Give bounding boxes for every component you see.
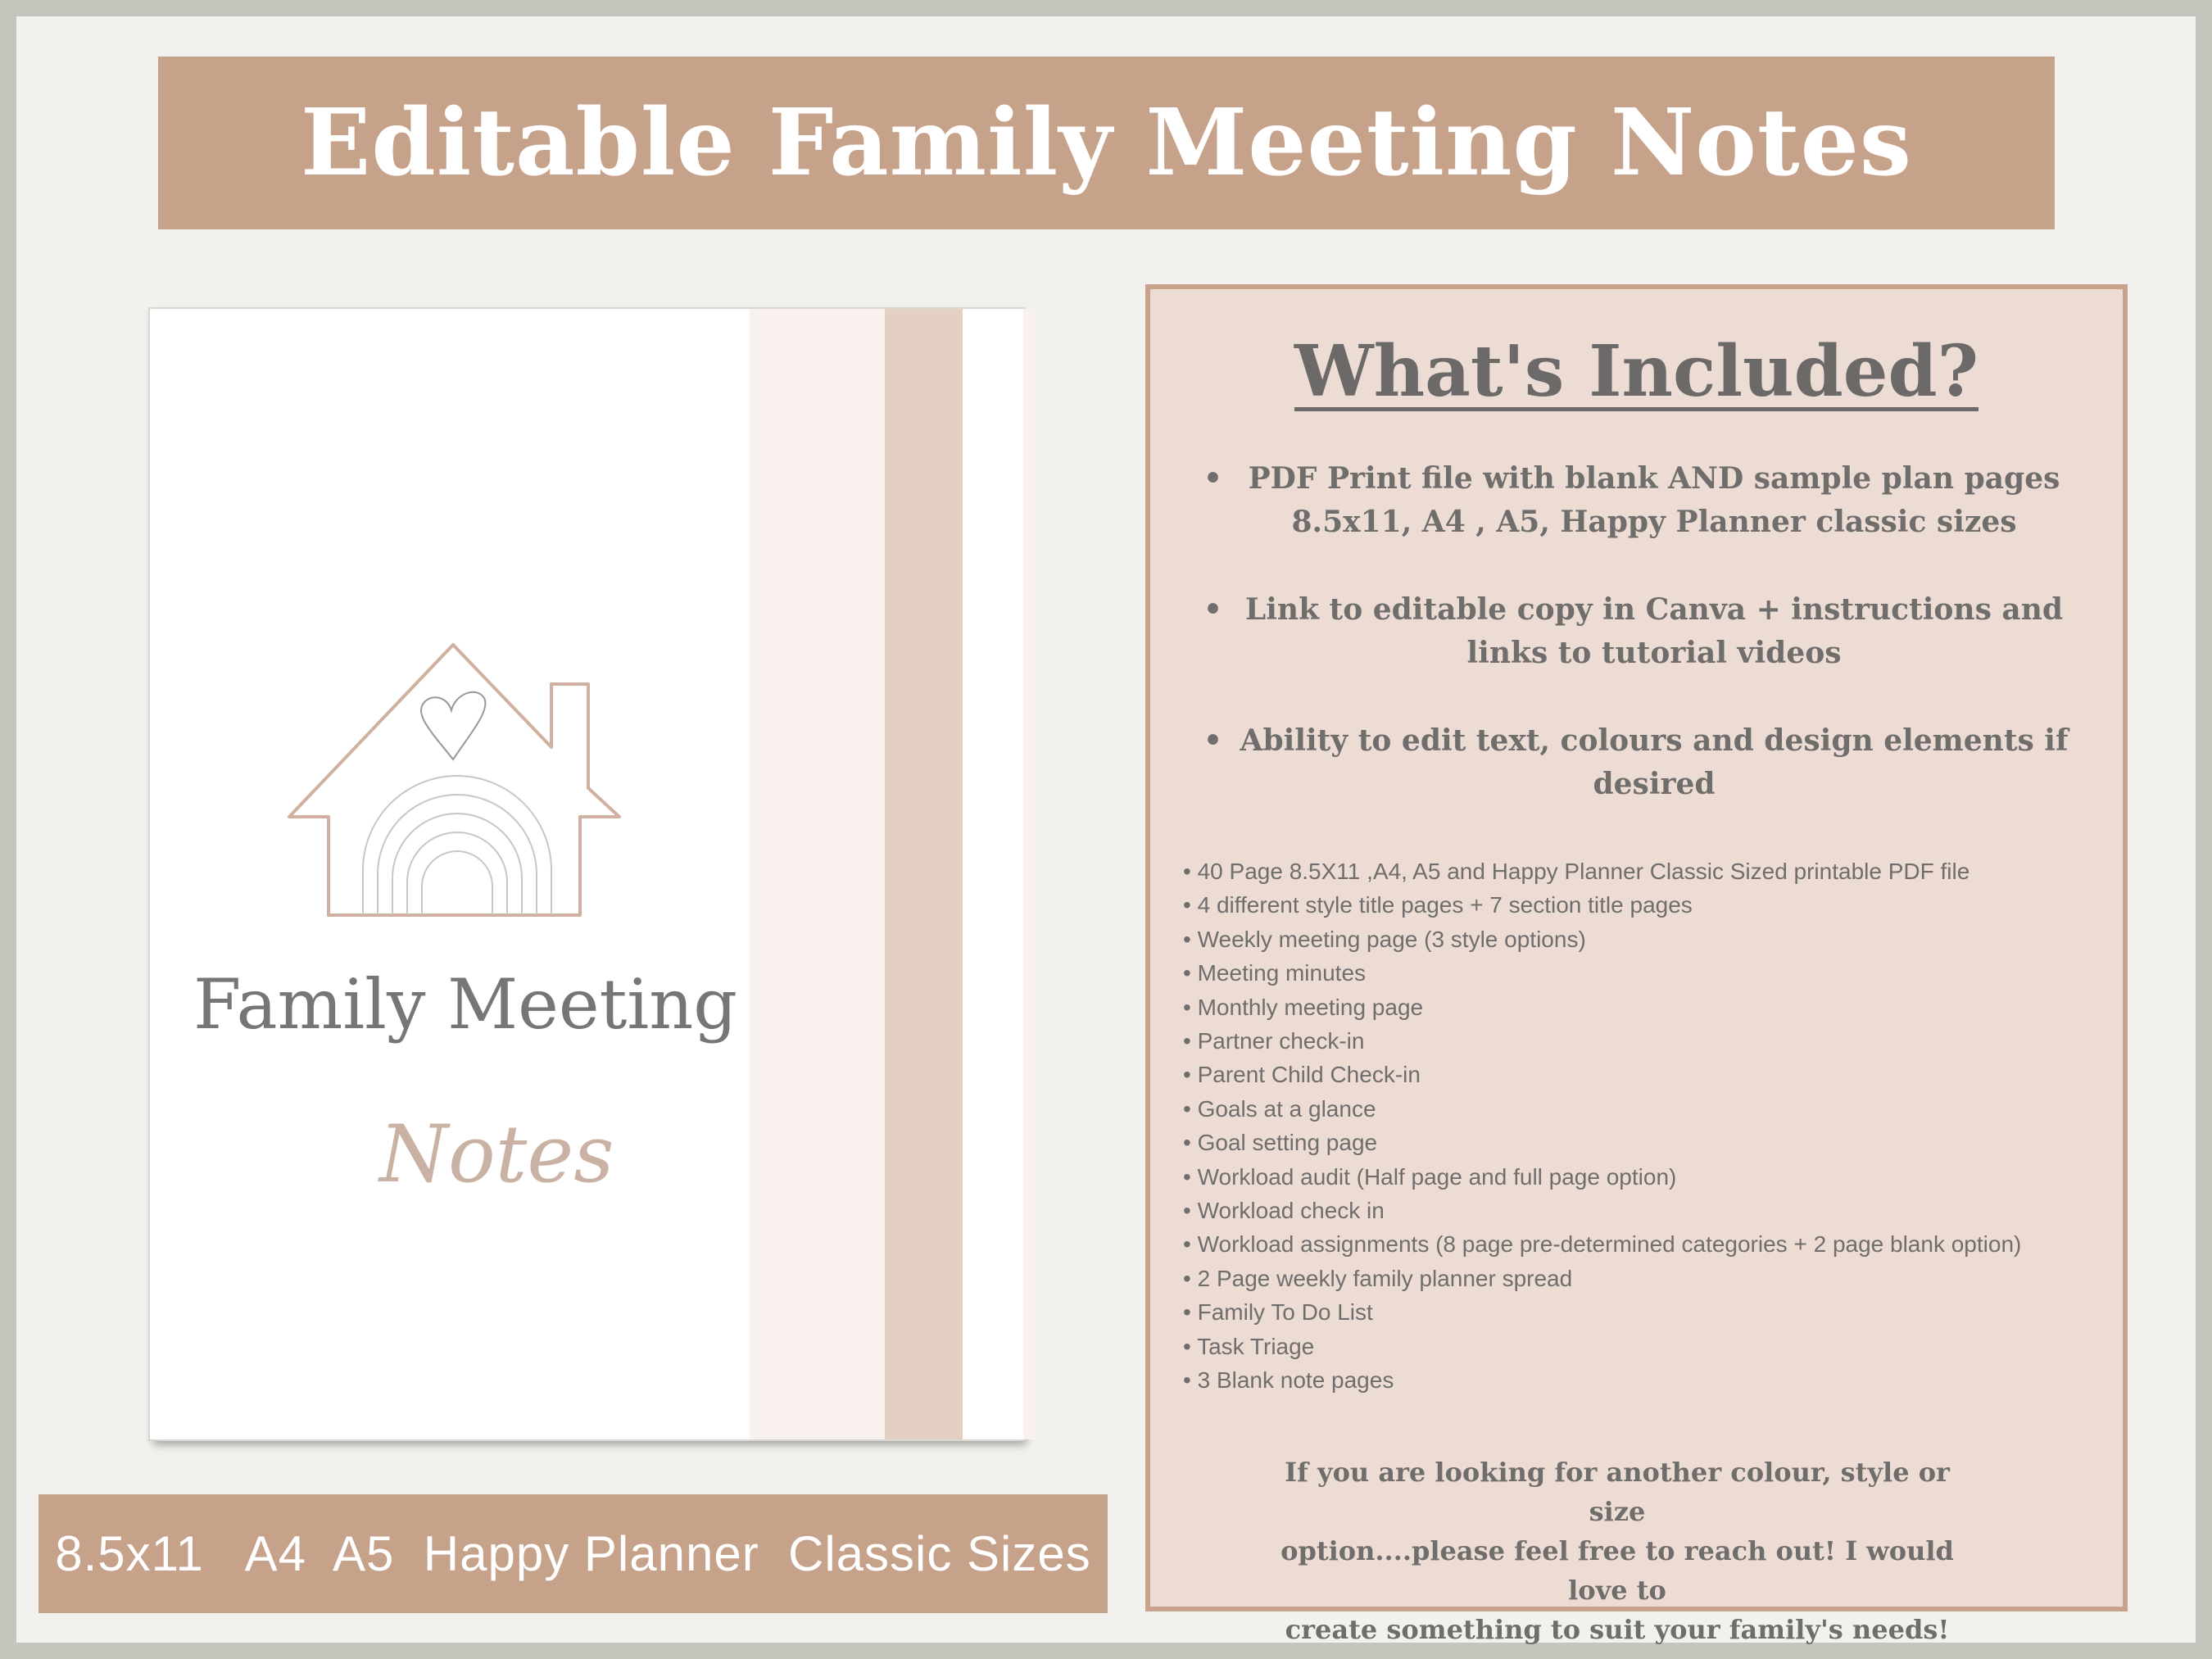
list-item: • Meeting minutes bbox=[1183, 956, 2125, 990]
list-item: • 40 Page 8.5X11 ,A4, A5 and Happy Planner Classic Sized printable PDF file bbox=[1183, 854, 2125, 888]
list-item: • Workload check in bbox=[1183, 1194, 2125, 1227]
list-item: • Goal setting page bbox=[1183, 1126, 2125, 1159]
list-item: • Workload assignments (8 page pre-determined categories + 2 page blank option) bbox=[1183, 1227, 2125, 1261]
rainbow-icon bbox=[363, 776, 551, 915]
cover-script bbox=[371, 1091, 614, 1222]
list-item: • Ability to edit text, colours and design elements if desired bbox=[1203, 723, 2069, 801]
detail-list bbox=[1183, 854, 2125, 1398]
list-item: • Link to editable copy in Canva + instructions and links to tutorial videos bbox=[1203, 592, 2064, 670]
list-item: • Monthly meeting page bbox=[1183, 990, 2125, 1024]
svg-text:Notes: Notes bbox=[379, 1108, 614, 1200]
list-item: • Weekly meeting page (3 style options) bbox=[1183, 922, 2125, 956]
list-item: • Family To Do List bbox=[1183, 1295, 2125, 1329]
list-item: • 2 Page weekly family planner spread bbox=[1183, 1262, 2125, 1295]
included-panel bbox=[1145, 284, 2128, 1645]
cover-stripe-white bbox=[963, 309, 1023, 1439]
list-item: • Parent Child Check-in bbox=[1183, 1058, 2125, 1091]
list-item: • Task Triage bbox=[1183, 1330, 2125, 1363]
list-item: • 4 different style title pages + 7 section title pages bbox=[1183, 888, 2125, 922]
list-item: • Goals at a glance bbox=[1183, 1092, 2125, 1126]
sizes-banner bbox=[39, 1494, 1108, 1613]
cover-title: Family Meeting bbox=[193, 964, 738, 1045]
list-item: • PDF Print file with blank AND sample plan pages 8.5x11, A4 , A5, Happy Planner classic sizes bbox=[1203, 461, 2060, 539]
included-heading: What's Included? bbox=[1294, 330, 1979, 413]
contact-note: If you are looking for another colour, style or size option....please feel free to reach out! I would love to create something to suit your family's needs! bbox=[1281, 1457, 1954, 1645]
cover-stripe-dark bbox=[885, 309, 963, 1439]
cover-preview bbox=[150, 309, 1023, 1439]
list-item: • Workload audit (Half page and full page option) bbox=[1183, 1160, 2125, 1194]
page-title: Editable Family Meeting Notes bbox=[301, 89, 1912, 197]
list-item: • 3 Blank note pages bbox=[1183, 1363, 2125, 1397]
heart-icon bbox=[421, 692, 486, 759]
main-feature-list bbox=[1183, 457, 2101, 850]
title-banner bbox=[158, 57, 2055, 229]
sizes-text: 8.5x11 A4 A5 Happy Planner Classic Sizes bbox=[55, 1526, 1091, 1581]
list-item: • Partner check-in bbox=[1183, 1024, 2125, 1058]
house-icon bbox=[289, 571, 633, 923]
